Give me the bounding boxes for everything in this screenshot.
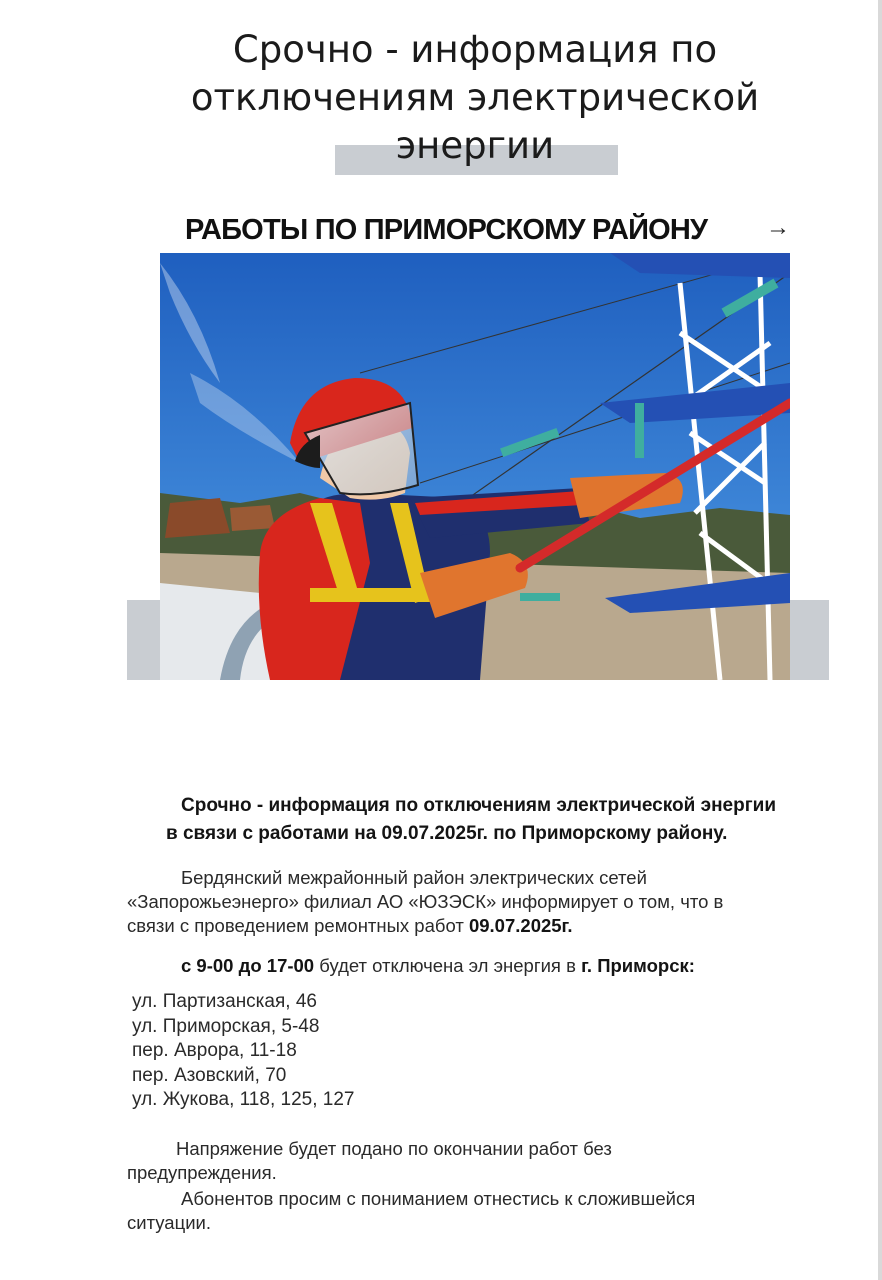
page-title	[0, 26, 882, 170]
outage-time-text: будет отключена эл энергия в	[314, 955, 582, 976]
outage-city: г. Приморск:	[581, 955, 695, 976]
address-item: ул. Партизанская, 46	[132, 991, 317, 1012]
address-item: ул. Приморская, 5-48	[132, 1015, 320, 1037]
notice-heading-line-2: в связи с работами на 09.07.2025г. по Приморскому району.	[166, 823, 728, 844]
address-item: пер. Азовский, 70	[132, 1064, 287, 1086]
title-line-3: энергии	[395, 124, 555, 167]
notice-heading-line-1: Срочно - информация по отключениям электрической энергии	[181, 795, 776, 816]
address-list	[132, 990, 354, 1113]
notice-body-line-3-text: связи с проведением ремонтных работ	[127, 915, 469, 936]
arrow-right-icon: →	[766, 214, 790, 241]
page-edge	[878, 0, 882, 1280]
closing-line-2: предупреждения.	[127, 1162, 277, 1183]
address-item: ул. Жукова, 118, 125, 127	[132, 1089, 355, 1110]
notice-body-line-2: «Запорожьеэнерго» филиал АО «ЮЗЭСК» информирует о том, что в	[127, 891, 724, 912]
notice-body-line-3	[127, 914, 573, 938]
closing-line-1: Напряжение будет подано по окончании работ без	[176, 1138, 612, 1159]
closing-line-4: ситуации.	[127, 1212, 211, 1233]
notice-body-line-1: Бердянский межрайонный район электрических сетей	[181, 867, 647, 888]
title-line-1: Срочно - информация по	[232, 28, 718, 71]
outage-time-line	[181, 954, 695, 978]
title-line-2: отключениям электрической	[190, 76, 760, 119]
lineman-illustration	[160, 253, 790, 680]
outage-time: с 9-00 до 17-00	[181, 955, 315, 976]
notice-date: 09.07.2025г.	[468, 915, 573, 936]
address-item: пер. Аврора, 11-18	[132, 1040, 297, 1061]
lineman-photo	[160, 253, 790, 680]
district-heading: РАБОТЫ ПО ПРИМОРСКОМУ РАЙОНУ	[185, 214, 708, 246]
closing-line-3: Абонентов просим с пониманием отнестись к сложившейся	[181, 1188, 696, 1209]
